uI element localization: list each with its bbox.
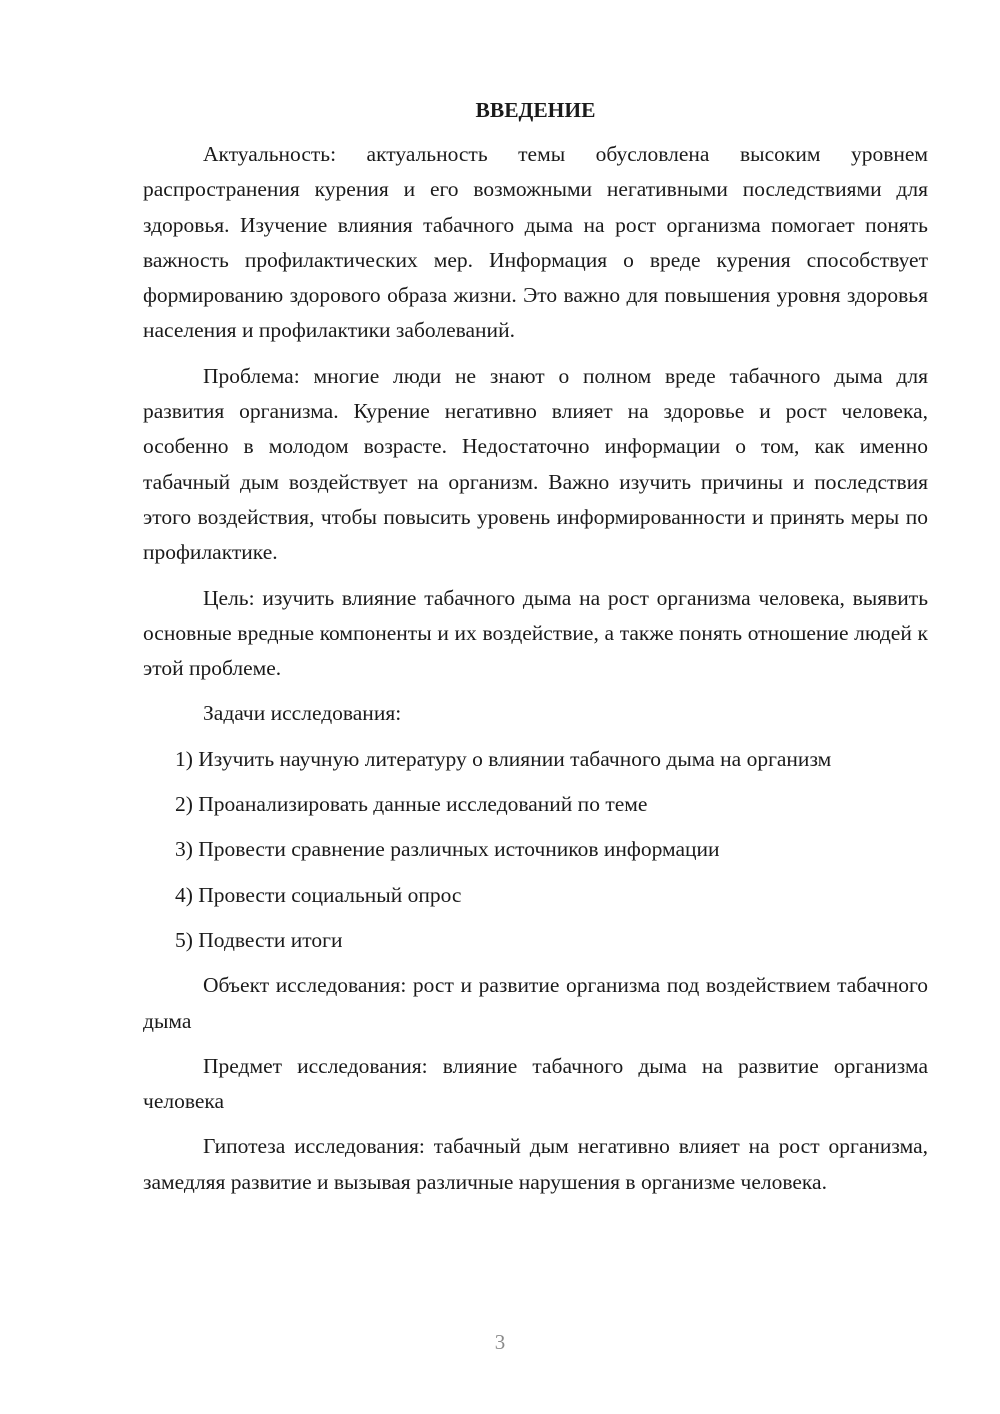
task-item: 4) Провести социальный опрос [175, 882, 462, 907]
task-item: 5) Подвести итоги [175, 927, 343, 952]
subject-paragraph: Предмет исследования: влияние табачного дыма на развитие организма человека [143, 1053, 928, 1114]
document-page [143, 92, 928, 1210]
tasks-heading: Задачи исследования: [203, 701, 402, 726]
task-list [143, 742, 928, 958]
hypothesis-paragraph: Гипотеза исследования: табачный дым негативно влияет на рост организма, замедляя развитие и вызывая различные нарушения в организме человека. [143, 1134, 928, 1194]
page-number: 3 [494, 1330, 506, 1354]
object-paragraph: Объект исследования: рост и развитие организма под воздействием табачного дыма [143, 973, 928, 1033]
task-item: 1) Изучить научную литературу о влиянии табачного дыма на организм [175, 746, 832, 771]
task-item: 3) Провести сравнение различных источников информации [175, 837, 720, 862]
goal-paragraph: Цель: изучить влияние табачного дыма на рост организма человека, выявить основные вредные компоненты и их воздействие, а также понять отношение людей к этой проблеме. [143, 585, 928, 681]
task-item: 2) Проанализировать данные исследований по теме [175, 792, 648, 817]
problem-paragraph: Проблема: многие люди не знают о полном вреде табачного дыма для развития организма. Курение негативно влияет на здоровье и рост человека, особенно в молодом возрасте. Недостаточно информации о том, как именно табачный дым воздействует на организм. Важно изучить причины и последствия этого воздействия, чтобы повысить уровень информированности и принять меры по профилактике. [143, 363, 928, 565]
section-heading: ВВЕДЕНИЕ [475, 98, 596, 122]
relevance-paragraph: Актуальность: актуальность темы обусловлена высоким уровнем распространения курения и его возможными негативными последствиями для здоровья. Изучение влияния табачного дыма на рост организма помогает понять важность профилактических мер. Информация о вреде курения способствует формированию здорового образа жизни. Это важно для повышения уровня здоровья населения и профилактики заболеваний. [143, 142, 928, 343]
